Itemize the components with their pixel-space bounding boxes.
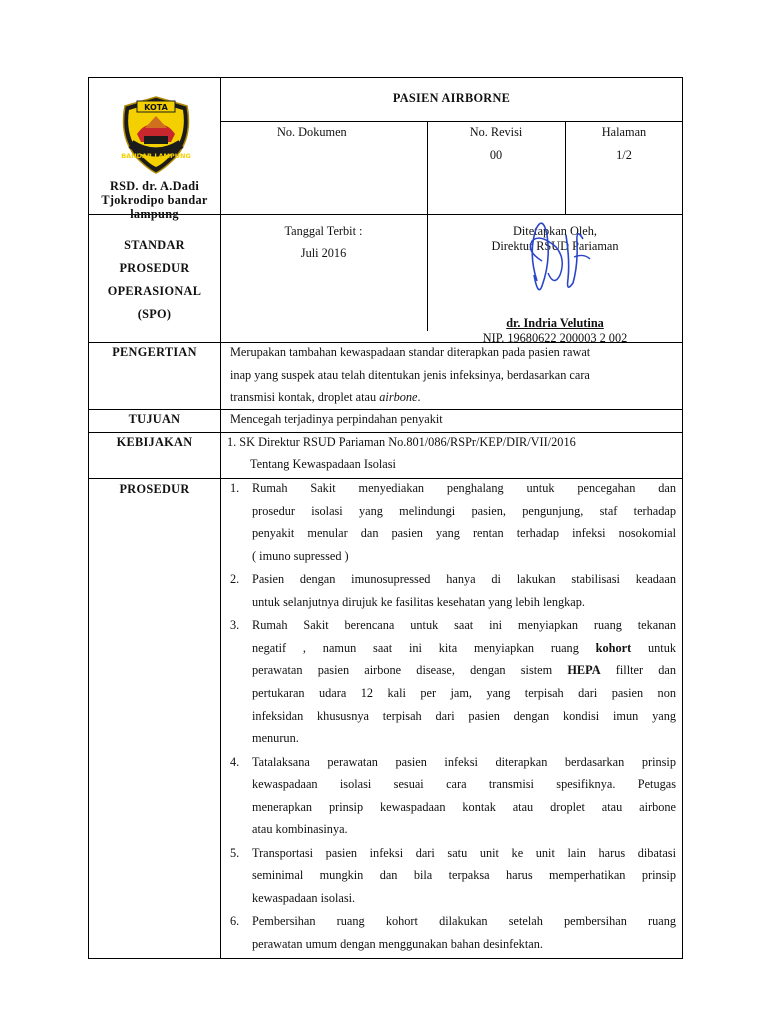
prosedur-item-line: penyakit menular dan pasien yang rentan terhadap infeksi nosokomial <box>252 526 676 541</box>
pengertian-line1: Merupakan tambahan kewaspadaan standar diterapkan pada pasien rawat <box>230 345 591 359</box>
prosedur-item-line: seminimal mungkin dan bila terpaksa harus memperhatikan prinsip <box>252 868 676 883</box>
pengertian-line2: inap yang suspek atau telah ditentukan jenis infeksinya, berdasarkan cara <box>230 368 590 382</box>
svg-text:KOTA: KOTA <box>144 103 168 112</box>
prosedur-item-number: 2. <box>230 572 240 587</box>
prosedur-item-line: perawatan pasien airbone disease, dengan sistem HEPA fillter dan <box>252 663 676 678</box>
document-title: PASIEN AIRBORNE <box>392 91 511 105</box>
prosedur-item-line: kewaspadaan isolasi. <box>252 891 356 905</box>
spo-label-line3: OPERASIONAL <box>107 284 202 298</box>
prosedur-item-line: infeksidan khususnya terpisah dari pasien dengan kondisi imun yang <box>252 708 676 723</box>
spo-label-line4: (SPO) <box>137 307 172 321</box>
pengertian-label: PENGERTIAN <box>112 345 197 359</box>
prosedur-item-line: Rumah Sakit menyediakan penghalang untuk pencegahan dan <box>252 481 676 495</box>
prosedur-item-line: menerapkan prinsip kewaspadaan kontak atau droplet atau airbone <box>252 799 676 814</box>
prosedur-item-number: 4. <box>230 754 240 769</box>
director-signature <box>504 213 614 313</box>
prosedur-item-number: 6. <box>230 914 240 929</box>
prosedur-item-line: menurun. <box>252 731 299 746</box>
signer-name: dr. Indria Velutina <box>506 316 604 330</box>
prosedur-label: PROSEDUR <box>119 482 190 496</box>
ditetapkan-oleh: Ditetapkan Oleh, <box>512 224 597 238</box>
no-revisi-value: 00 <box>489 148 503 162</box>
signer-nip: NIP. 19680622 200003 2 002 <box>482 331 628 345</box>
tujuan-text: Mencegah terjadinya perpindahan penyakit <box>230 412 443 426</box>
hospital-name-line1: RSD. dr. A.Dadi <box>109 179 200 193</box>
prosedur-item-line: prosedur isolasi yang melindungi pasien, pengunjung, staf terhadap <box>252 503 676 518</box>
prosedur-item-line: Transportasi pasien infeksi dari satu unit ke unit lain harus dibatasi <box>252 845 676 860</box>
hospital-name-line2: Tjokrodipo bandar <box>101 193 208 207</box>
prosedur-item-number: 5. <box>230 845 240 860</box>
row-divider <box>89 432 683 433</box>
prosedur-item-number: 3. <box>230 618 240 633</box>
svg-text:BANDAR LAMPUNG: BANDAR LAMPUNG <box>121 152 191 160</box>
prosedur-item-line: Rumah Sakit berencana untuk saat ini menyiapkan ruang tekanan <box>252 618 676 633</box>
kebijakan-line1: 1. SK Direktur RSUD Pariaman No.801/086/RSPr/KEP/DIR/VII/2016 <box>227 435 576 449</box>
row-divider <box>220 121 683 122</box>
spo-label-line1: STANDAR <box>124 238 185 252</box>
spo-label-line2: PROSEDUR <box>119 261 190 275</box>
prosedur-item-line: pertukaran udara 12 kali per jam, yang terpisah dari pasien non <box>252 686 676 700</box>
kebijakan-label: KEBIJAKAN <box>116 435 193 449</box>
prosedur-item-line: negatif , namun saat ini kita menyiapkan ruang kohort untuk <box>252 640 676 655</box>
prosedur-item-line: ( imuno supressed ) <box>252 548 349 563</box>
pengertian-line3: transmisi kontak, droplet atau airbone. <box>230 390 421 404</box>
direktur-title: Direktur RSUD Pariaman <box>491 239 619 253</box>
column-divider-left <box>220 78 221 959</box>
kota-bandar-lampung-logo <box>117 94 195 181</box>
prosedur-item-line: kewaspadaan isolasi sesuai cara transmisi spesifiknya. Petugas <box>252 777 676 792</box>
prosedur-item-line: Pasien dengan imunosupressed hanya di lakukan stabilisasi keadaan <box>252 572 676 587</box>
prosedur-item-line: Tatalaksana perawatan pasien infeksi diterapkan berdasarkan prinsip <box>252 754 676 769</box>
no-dokumen-label: No. Dokumen <box>277 125 347 139</box>
prosedur-item-line: atau kombinasinya. <box>252 822 348 837</box>
prosedur-item-line: untuk selanjutnya dirujuk ke fasilitas kesehatan yang lebih lengkap. <box>252 594 585 609</box>
halaman-label: Halaman <box>601 125 647 139</box>
row-divider <box>89 478 683 479</box>
row-divider <box>89 409 683 410</box>
prosedur-item-number: 1. <box>230 481 240 495</box>
spo-document-table <box>88 77 683 959</box>
halaman-value: 1/2 <box>616 148 632 162</box>
tujuan-label: TUJUAN <box>128 412 181 426</box>
no-revisi-label: No. Revisi <box>469 125 523 139</box>
tanggal-terbit-value: Juli 2016 <box>300 246 347 260</box>
hospital-name-line3: lampung <box>130 207 179 221</box>
prosedur-item-line: Pembersihan ruang kohort dilakukan setelah pembersihan ruang <box>252 914 676 929</box>
kebijakan-line2: Tentang Kewaspadaan Isolasi <box>250 457 396 471</box>
prosedur-item-line: perawatan umum dengan menggunakan bahan desinfektan. <box>252 937 543 951</box>
tanggal-terbit-label: Tanggal Terbit : <box>284 224 363 238</box>
